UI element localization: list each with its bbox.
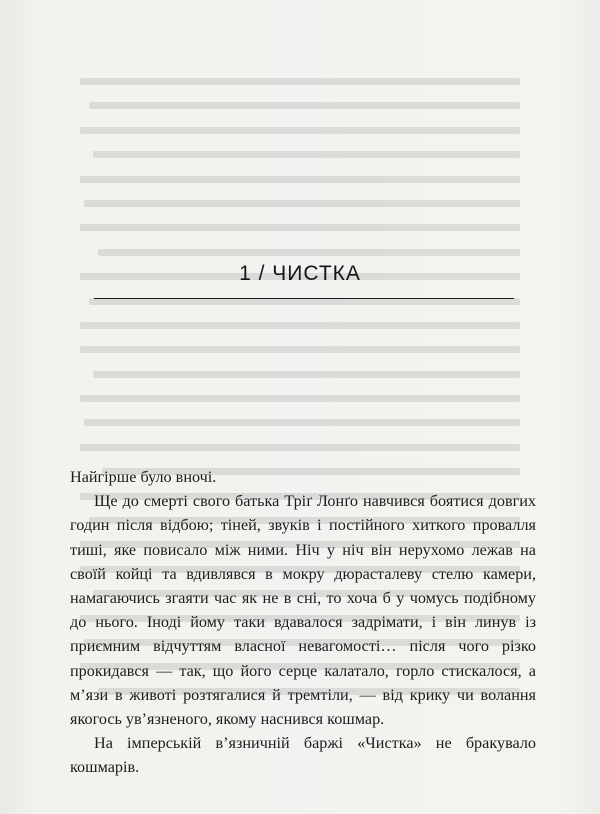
paragraph-opening: Найгірше було вночі.	[70, 468, 217, 486]
chapter-title: 1 / ЧИСТКА	[239, 262, 361, 285]
paragraph: На імперській в’язничній баржі «Чистка» не бракувало кошмарів.	[70, 734, 536, 777]
paragraph: Ще до смерті свого батька Тріґ Лонґо навчився боятися довгих годин після відбою; тіней, звуків і постійного хиткого провалля тиші, яке повисало між ними. Ніч у ніч він нерухомо лежав на своїй койці та вдивлявся в мокру дюрасталеву стелю камери, намагаючись згаяти час як не в сні, то хоча б у чомусь подібному до нього. Іноді йому таки вдавалося задрімати, і він линув із приємним відчуттям власної невагомості… після чого різко прокидався — так, що його серце калатало, горло стискалося, а м’язи в животі розтягалися й тремтіли, — від крику чи волання якогось ув’язненого, якому наснився кошмар.	[70, 492, 536, 729]
chapter-title-rule	[94, 298, 514, 299]
chapter-body	[70, 465, 536, 780]
